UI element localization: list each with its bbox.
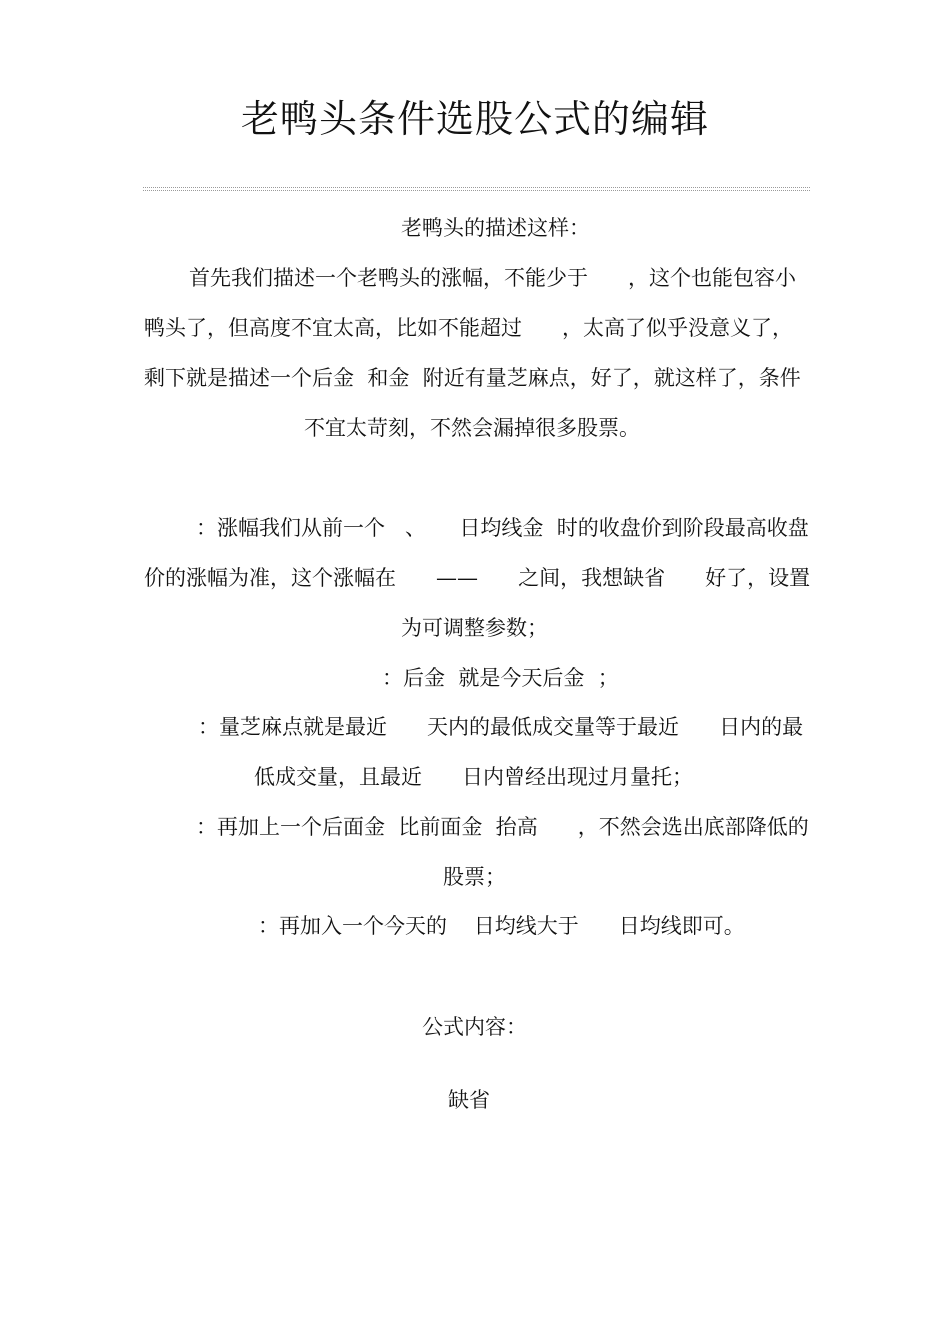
- paragraph-line: ：量芝麻点就是最近 天内的最低成交量等于最近 日内的最: [198, 715, 804, 739]
- paragraph-line: 不宜太苛刻，不然会漏掉很多股票。: [304, 416, 640, 440]
- paragraph-line: 鸭头了，但高度不宜太高，比如不能超过 ，太高了似乎没意义了，: [144, 316, 794, 340]
- formula-default-label: 缺省: [448, 1088, 490, 1112]
- paragraph-line: ：后金 就是今天后金 ；: [382, 666, 619, 690]
- title-divider: [143, 187, 810, 191]
- paragraph-line: 剩下就是描述一个后金 和金 附近有量芝麻点，好了，就这样了，条件: [144, 366, 801, 390]
- paragraph-line: 为可调整参数；: [401, 616, 548, 640]
- paragraph-line: 股票；: [443, 865, 506, 889]
- paragraph-line: ：再加入一个今天的 日均线大于 日均线即可。: [258, 914, 745, 938]
- paragraph-line: ：涨幅我们从前一个 、 日均线金 时的收盘价到阶段最高收盘: [196, 516, 809, 540]
- paragraph-line: 首先我们描述一个老鸭头的涨幅，不能少于 ，这个也能包容小: [189, 266, 797, 290]
- paragraph-line: 低成交量，且最近 日内曾经出现过月量托；: [254, 765, 694, 789]
- paragraph-line: ：再加上一个后面金 比前面金 抬高 ，不然会选出底部降低的: [196, 815, 809, 839]
- document-title: 老鸭头条件选股公式的编辑: [240, 97, 709, 141]
- paragraph-line: 价的涨幅为准，这个涨幅在 —— 之间，我想缺省 好了，设置: [144, 566, 811, 590]
- formula-heading: 公式内容：: [422, 1015, 527, 1039]
- paragraph-line-intro: 老鸭头的描述这样：: [401, 216, 590, 240]
